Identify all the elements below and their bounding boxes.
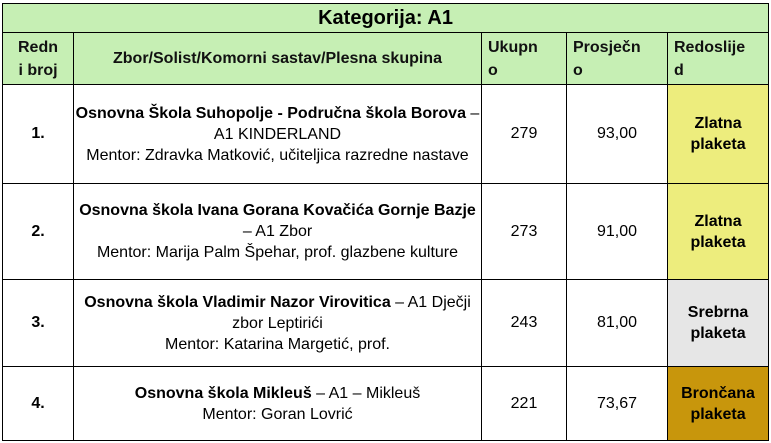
rank-cell: 1. xyxy=(3,85,74,184)
award-cell: Zlatna plaketa xyxy=(668,184,769,280)
header-rank: Redn i broj xyxy=(3,33,74,85)
award-cell: Srebrna plaketa xyxy=(668,280,769,367)
average-cell: 93,00 xyxy=(567,85,668,184)
table-row xyxy=(3,184,769,280)
mentor: Mentor: Katarina Margetić, prof. xyxy=(165,335,390,353)
entry-cell xyxy=(74,280,482,367)
total-cell: 279 xyxy=(482,85,567,184)
award-cell: Zlatna plaketa xyxy=(668,85,769,184)
group-name: – A1 – Mikleuš xyxy=(311,384,421,402)
group-name: – A1 Zbor xyxy=(242,223,313,240)
school-name: Osnovna Škola Suhopolje - Područna škola Borova xyxy=(75,104,466,122)
results-table xyxy=(2,3,769,441)
mentor: Mentor: Zdravka Matković, učiteljica razredne nastave xyxy=(86,146,469,164)
header-total: Ukupn o xyxy=(482,33,567,85)
mentor: Mentor: Goran Lovrić xyxy=(202,405,353,423)
group-name: – A1 KINDERLAND xyxy=(213,104,480,143)
school-name: Osnovna škola Ivana Gorana Kovačića Gornje Bazje xyxy=(79,202,476,219)
entry-cell xyxy=(74,85,482,184)
category-title: Kategorija: A1 xyxy=(3,4,769,33)
rank-cell: 2. xyxy=(3,184,74,280)
entry-cell xyxy=(74,367,482,441)
total-cell: 243 xyxy=(482,280,567,367)
average-cell: 91,00 xyxy=(567,184,668,280)
table-row xyxy=(3,367,769,441)
table-row xyxy=(3,85,769,184)
mentor: Mentor: Marija Palm Špehar, prof. glazbene kulture xyxy=(96,244,459,261)
school-name: Osnovna škola Vladimir Nazor Virovitica xyxy=(84,293,391,311)
rank-cell: 4. xyxy=(3,367,74,441)
average-cell: 73,67 xyxy=(567,367,668,441)
school-name: Osnovna škola Mikleuš xyxy=(134,384,312,402)
average-cell: 81,00 xyxy=(567,280,668,367)
table-row xyxy=(3,280,769,367)
header-average: Prosječn o xyxy=(567,33,668,85)
header-order: Redoslije d xyxy=(668,33,769,85)
award-cell: Brončana plaketa xyxy=(668,367,769,441)
entry-cell xyxy=(74,184,482,280)
total-cell: 273 xyxy=(482,184,567,280)
group-name: – A1 Dječji zbor Leptirići xyxy=(232,293,471,332)
header-entry: Zbor/Solist/Komorni sastav/Plesna skupina xyxy=(74,33,482,85)
rank-cell: 3. xyxy=(3,280,74,367)
total-cell: 221 xyxy=(482,367,567,441)
header-row xyxy=(3,33,769,85)
